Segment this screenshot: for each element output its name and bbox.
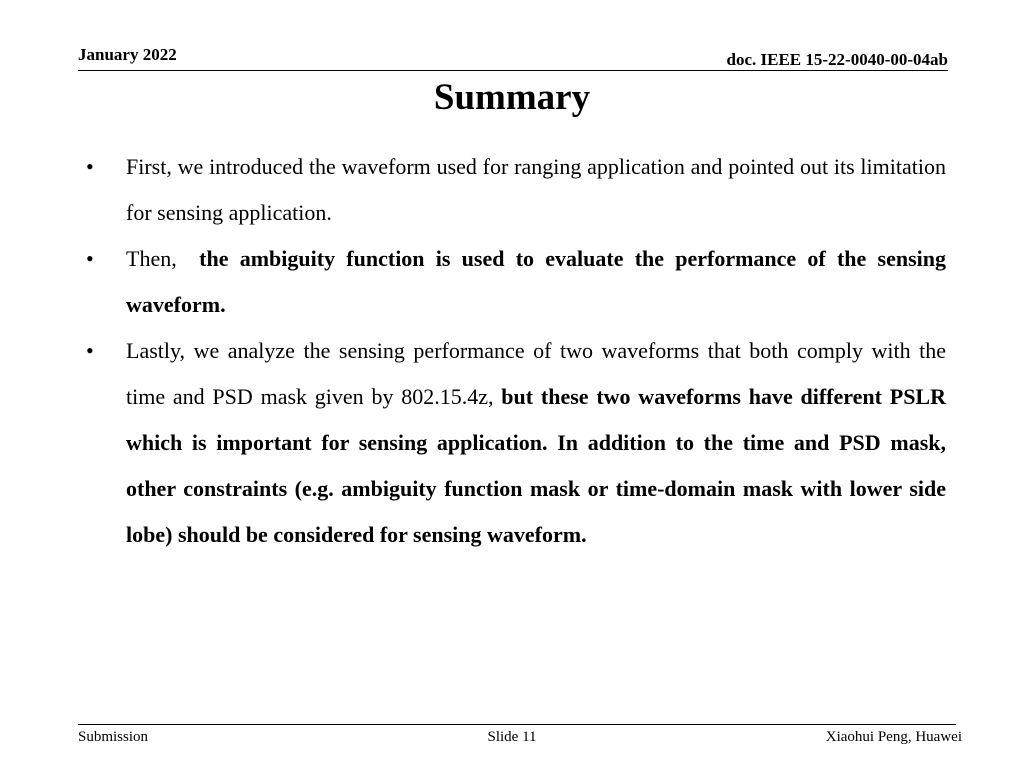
bullet-text-emphasis: the ambiguity function is used to evaluate the performance of the sensing waveform. <box>126 246 947 317</box>
bullet-text-emphasis: but these two waveforms have different PSLR which is important for sensing application. In addition to the time and PSD mask, other constraints (e.g. ambiguity function mask or time-domain mask with lower side lobe) should be considered for sensing waveform. <box>126 384 946 547</box>
footer-divider <box>78 724 956 725</box>
footer-submission: Submission <box>78 729 149 745</box>
bullet-text: Lastly, we analyze the sensing performance of two waveforms that both comply with the time and PSD mask given by 802.15.4z, <box>126 338 952 409</box>
bullet-icon: • <box>86 338 94 363</box>
slide-number: Slide 11 <box>487 729 537 745</box>
bullet-item <box>80 328 952 558</box>
footer-author: Xiaohui Peng, Huawei <box>825 729 962 745</box>
bullet-text: Then, <box>126 246 200 271</box>
bullet-item <box>80 144 946 236</box>
slide-title: Summary <box>433 77 591 118</box>
bullet-icon: • <box>86 154 94 179</box>
header-date: January 2022 <box>78 45 177 64</box>
bullet-icon: • <box>86 246 94 271</box>
bullet-list <box>80 144 952 558</box>
document-id: doc. IEEE 15-22-0040-00-04ab <box>726 50 948 69</box>
bullet-item <box>80 236 946 328</box>
bullet-text: First, we introduced the waveform used for ranging application and pointed out its limitation for sensing application. <box>126 154 946 225</box>
header-divider <box>78 70 948 71</box>
